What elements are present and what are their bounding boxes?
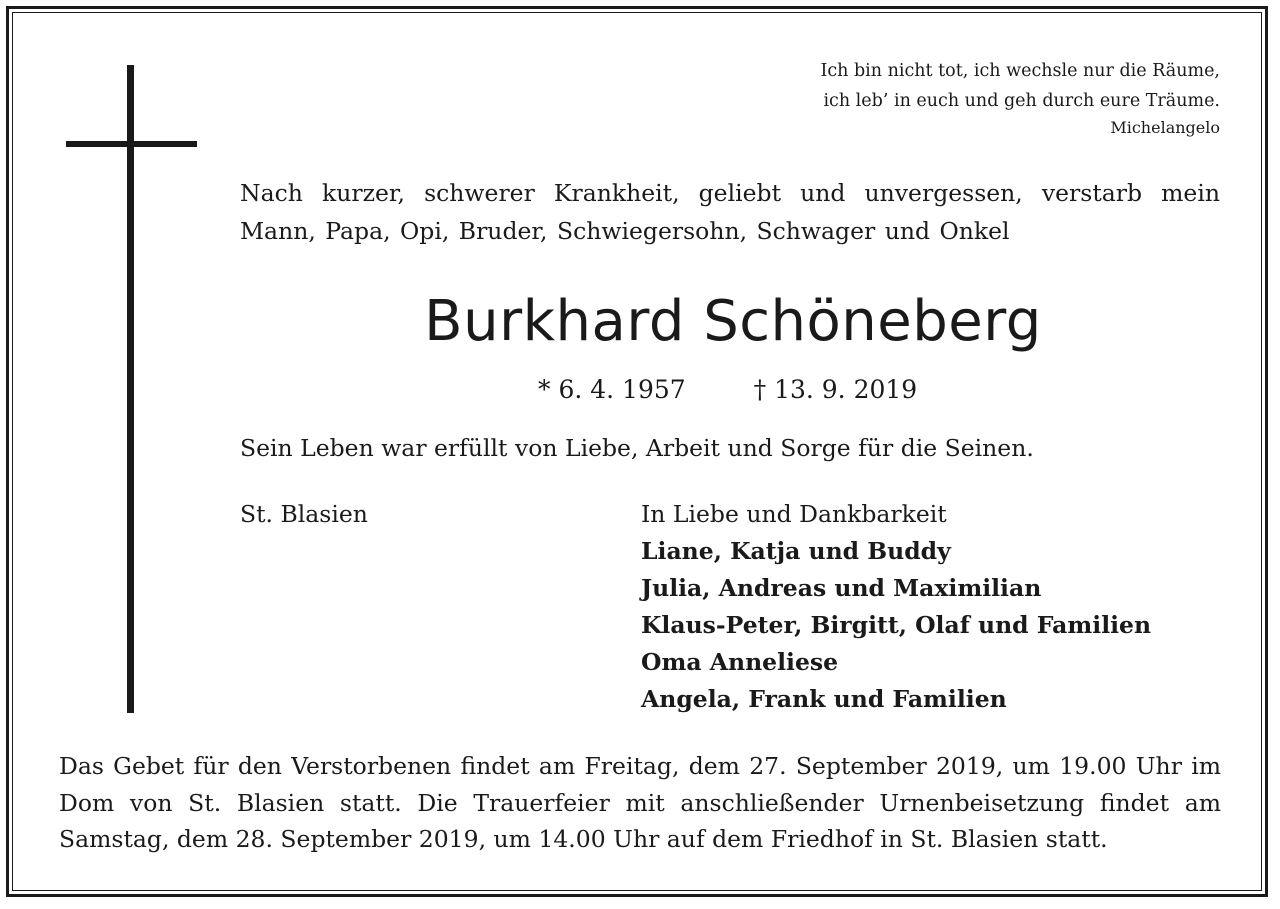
mourner-item: Angela, Frank und Familien [641,685,1007,713]
intro-text: Nach kurzer, schwerer Krankheit, geliebt und unvergessen, verstarb mein Mann, Papa, Opi, Bruder, Schwiegersohn, Schwager und Onkel [240,179,1220,245]
life-dates [538,372,917,408]
cross-horizontal-bar [66,141,197,147]
quote-line-2: ich leb’ in euch und geh durch eure Träume. [823,91,1220,111]
service-details: Das Gebet für den Verstorbenen findet am Freitag, dem 27. September 2019, um 19.00 Uhr im Dom von St. Blasien statt. Die Trauerfeier mit anschließender Urnenbeisetzung findet am Samstag, dem 28. September 2019, um 14.00 Uhr auf dem Friedhof in St. Blasien statt. [59,752,1221,853]
place-name: St. Blasien [240,500,368,528]
quote-line-1: Ich bin nicht tot, ich wechsle nur die Räume, [820,61,1220,81]
cross-vertical-bar [127,65,134,713]
deceased-name: Burkhard Schöneberg [424,289,1042,354]
death-date: † 13. 9. 2019 [753,375,918,404]
mourners-list [641,496,1151,718]
mourner-item: Julia, Andreas und Maximilian [641,574,1042,602]
cross-icon [66,65,197,713]
life-statement: Sein Leben war erfüllt von Liebe, Arbeit und Sorge für die Seinen. [240,434,1034,462]
mourner-item: Liane, Katja und Buddy [641,537,951,565]
mourners-lead: In Liebe und Dankbarkeit [641,500,947,528]
mourner-item: Oma Anneliese [641,648,839,676]
birth-date: * 6. 4. 1957 [538,375,686,404]
quote-author: Michelangelo [1110,118,1220,137]
mourner-item: Klaus-Peter, Birgitt, Olaf und Familien [641,611,1152,639]
epigraph-quote [700,56,1220,139]
